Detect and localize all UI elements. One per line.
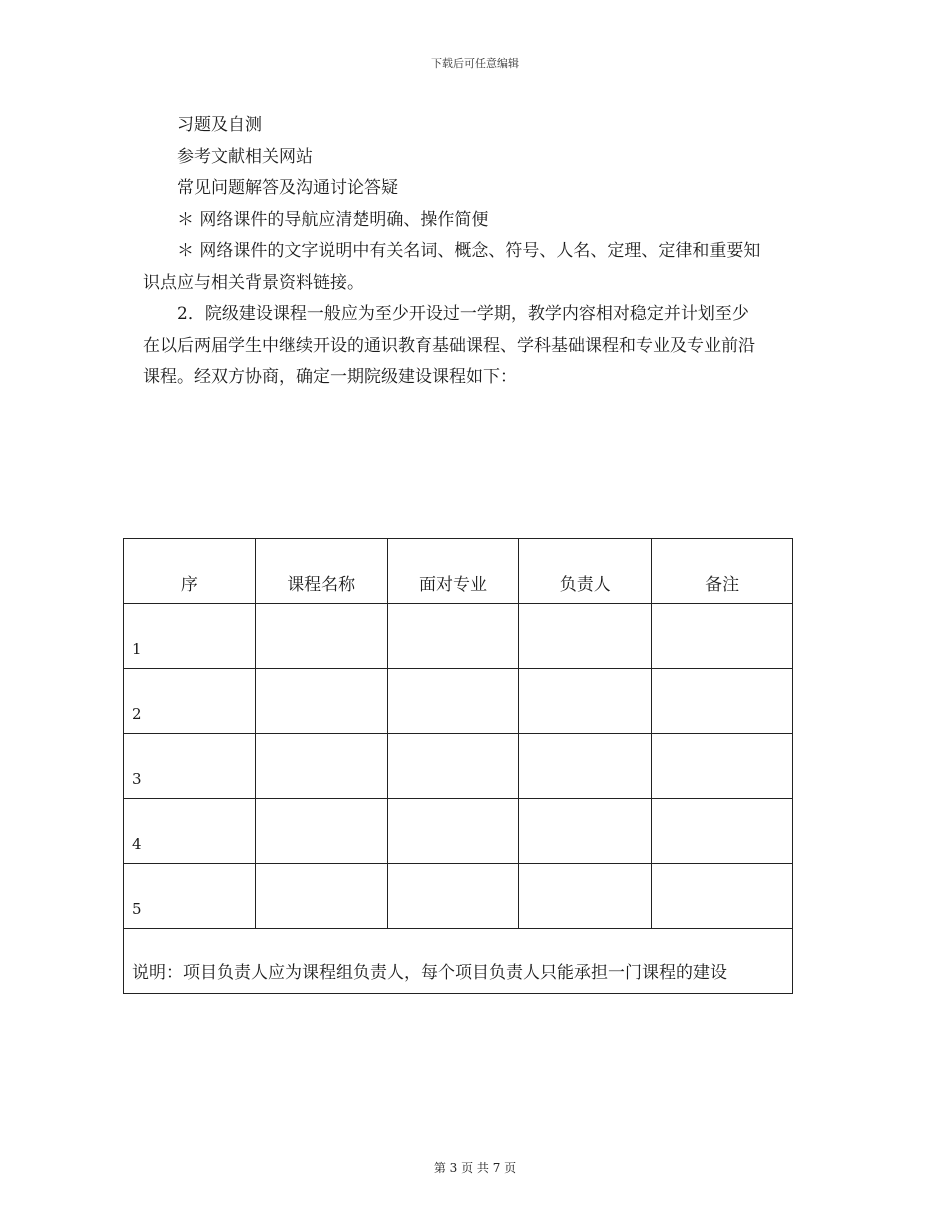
table-note-row (124, 929, 793, 994)
paragraph-line: 识点应与相关背景资料链接。 (143, 272, 364, 293)
page-footer: 第 3 页 共 7 页 (433, 1161, 517, 1175)
row-number: 3 (124, 734, 256, 799)
paragraph-line: ＊ 网络课件的导航应清楚明确、操作简便 (177, 209, 489, 230)
paragraph-line: 在以后两届学生中继续开设的通识教育基础课程、学科基础课程和专业及专业前沿 (143, 335, 755, 356)
paragraph-line: 课程。经双方协商，确定一期院级建设课程如下： (143, 367, 517, 387)
table-cell (652, 669, 793, 734)
header-cell-course-name: 课程名称 (255, 539, 387, 604)
page-header: 下载后可任意编辑 (431, 57, 519, 70)
row-number: 5 (124, 864, 256, 929)
table-cell (255, 864, 387, 929)
header-cell-person-in-charge: 负责人 (519, 539, 652, 604)
paragraph-line: 2．院级建设课程一般应为至少开设过一学期，教学内容相对稳定并计划至少 (177, 304, 749, 324)
paragraph-line: 参考文献相关网站 (177, 146, 313, 167)
paragraph-line: 常见问题解答及沟通讨论答疑 (177, 178, 398, 198)
header-cell-major: 面对专业 (387, 539, 519, 604)
table-row (124, 864, 793, 929)
table-cell (387, 734, 519, 799)
body-text (143, 110, 815, 394)
row-number: 2 (124, 669, 256, 734)
table-cell (387, 799, 519, 864)
paragraph-line: 习题及自测 (177, 115, 262, 135)
table-cell (255, 799, 387, 864)
table-row (124, 734, 793, 799)
table-cell (652, 604, 793, 669)
table-cell (255, 734, 387, 799)
row-number: 4 (124, 799, 256, 864)
table-cell (387, 604, 519, 669)
table-cell (255, 604, 387, 669)
table-header-row (124, 539, 793, 604)
header-cell-remarks: 备注 (652, 539, 793, 604)
paragraph-line: ＊ 网络课件的文字说明中有关名词、概念、符号、人名、定理、定律和重要知 (177, 241, 761, 261)
table-cell (387, 864, 519, 929)
table-row (124, 799, 793, 864)
table-cell (255, 669, 387, 734)
table-cell (652, 734, 793, 799)
table-row (124, 669, 793, 734)
table-cell (519, 669, 652, 734)
course-table (123, 538, 793, 994)
table-note: 说明：项目负责人应为课程组负责人，每个项目负责人只能承担一门课程的建设 (124, 929, 793, 994)
row-number: 1 (124, 604, 256, 669)
header-cell-number: 序 (124, 539, 256, 604)
table-cell (652, 799, 793, 864)
table-cell (519, 864, 652, 929)
table-cell (519, 734, 652, 799)
table-cell (519, 604, 652, 669)
table-cell (387, 669, 519, 734)
table-row (124, 604, 793, 669)
table-cell (652, 864, 793, 929)
table-cell (519, 799, 652, 864)
